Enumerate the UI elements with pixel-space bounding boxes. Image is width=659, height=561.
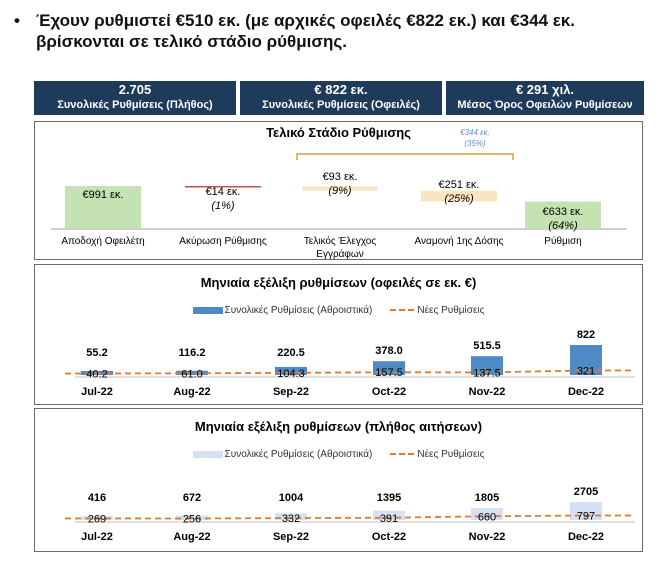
new-settlements-line [65,371,635,374]
legend-label-cumulative: Συνολικές Ρυθμίσεις (Αθροιστικά) [224,449,373,460]
category-label: Dec-22 [567,531,605,543]
category-label: Ακύρωση Ρύθμισης [179,236,267,247]
final-stage-panel [34,121,643,260]
cumulative-value-label: 55.2 [86,347,108,359]
category-label: Nov-22 [468,531,506,543]
monthly-debt-panel [34,264,643,405]
new-value-label: 269 [87,513,107,526]
new-value-label: 40.2 [86,368,108,381]
cumulative-value-label: 1395 [376,492,402,504]
category-label: Ρύθμιση [544,236,582,247]
kpi-value: 2.705 [118,82,152,97]
kpi-total-debt [240,81,442,115]
kpi-value: € 822 εκ. [314,82,368,97]
value-label: €633 εκ. [542,206,584,218]
kpi-value: € 291 χιλ. [515,82,575,97]
category-label: Jul-22 [81,531,113,543]
chart-title: Μηνιαία εξέλιξη ρυθμίσεων (οφειλές σε εκ. €) [200,275,477,290]
legend-label-new: Νέες Ρυθμίσεις [417,305,485,316]
kpi-label: Συνολικές Ρυθμίσεις (Οφειλές) [262,99,420,111]
new-value-label: 797 [576,510,596,523]
bracket-label: €344 εκ. [460,128,490,137]
new-value-label: 61.0 [181,368,203,381]
category-label: Εγγράφων [316,249,364,260]
monthly-count-panel [34,408,643,552]
new-value-label: 256 [182,513,202,526]
cumulative-value-label: 2705 [573,486,599,498]
new-value-label: 660 [477,511,497,524]
headline [14,10,646,52]
pct-label: (9%) [328,185,352,197]
category-label: Nov-22 [468,386,506,398]
chart-title: Τελικό Στάδιο Ρύθμισης [266,125,411,140]
cumulative-value-label: 116.2 [178,347,206,359]
category-label: Αναμονή 1ης Δόσης [414,236,504,247]
kpi-average-debt [446,81,644,115]
cumulative-value-label: 822 [576,329,596,341]
legend-label-cumulative: Συνολικές Ρυθμίσεις (Αθροιστικά) [224,305,373,316]
category-label: Oct-22 [371,386,407,398]
value-label: €991 εκ. [82,189,124,201]
value-label: €251 εκ. [438,179,480,191]
category-label: Τελικός Έλεγχος [303,236,377,247]
new-value-label: 321 [576,365,596,378]
new-value-label: 391 [379,512,399,525]
headline-text: Έχουν ρυθμιστεί €510 εκ. (με αρχικές οφειλές €822 εκ.) και €344 εκ. βρίσκονται σε τελικό στάδιο ρύθμισης. [36,11,576,51]
chart-title: Μηνιαία εξέλιξη ρυθμίσεων (πλήθος αιτήσεων) [194,419,483,434]
cumulative-value-label: 220.5 [277,347,305,359]
bracket-pct: (35%) [464,139,486,148]
category-label: Sep-22 [272,531,310,543]
pct-label: (25%) [444,193,474,205]
cumulative-value-label: 1805 [474,491,500,504]
bullet: • [14,11,20,30]
legend-label-new: Νέες Ρυθμίσεις [417,449,485,460]
new-value-label: 332 [281,513,301,526]
category-label: Sep-22 [272,386,310,398]
monthly-count-chart [35,409,644,553]
category-label: Αποδοχή Οφειλέτη [61,236,145,247]
kpi-label: Συνολικές Ρυθμίσεις (Πλήθος) [57,99,213,111]
value-label: €14 εκ. [205,186,241,198]
new-settlements-line [65,516,635,519]
kpi-label: Μέσος Όρος Οφειλών Ρυθμίσεων [457,99,633,111]
pct-label: (1%) [211,200,235,212]
new-value-label: 104.3 [277,367,305,380]
cumulative-value-label: 1004 [278,492,304,504]
monthly-debt-chart [35,265,644,406]
new-value-label: 157.5 [375,367,403,380]
pct-label: (64%) [548,220,578,232]
cumulative-value-label: 378.0 [375,345,403,358]
bracket-line [297,154,513,160]
final-stage-chart [35,122,644,261]
cumulative-value-label: 416 [87,492,107,504]
kpi-total-count [34,81,236,115]
category-label: Jul-22 [81,386,113,398]
category-label: Oct-22 [371,531,407,543]
new-value-label: 137.5 [473,367,501,380]
value-label: €93 εκ. [322,171,358,183]
category-label: Dec-22 [567,386,605,398]
cumulative-value-label: 515.5 [473,340,501,353]
category-label: Aug-22 [173,531,211,543]
cumulative-value-label: 672 [182,492,202,504]
category-label: Aug-22 [173,386,211,398]
